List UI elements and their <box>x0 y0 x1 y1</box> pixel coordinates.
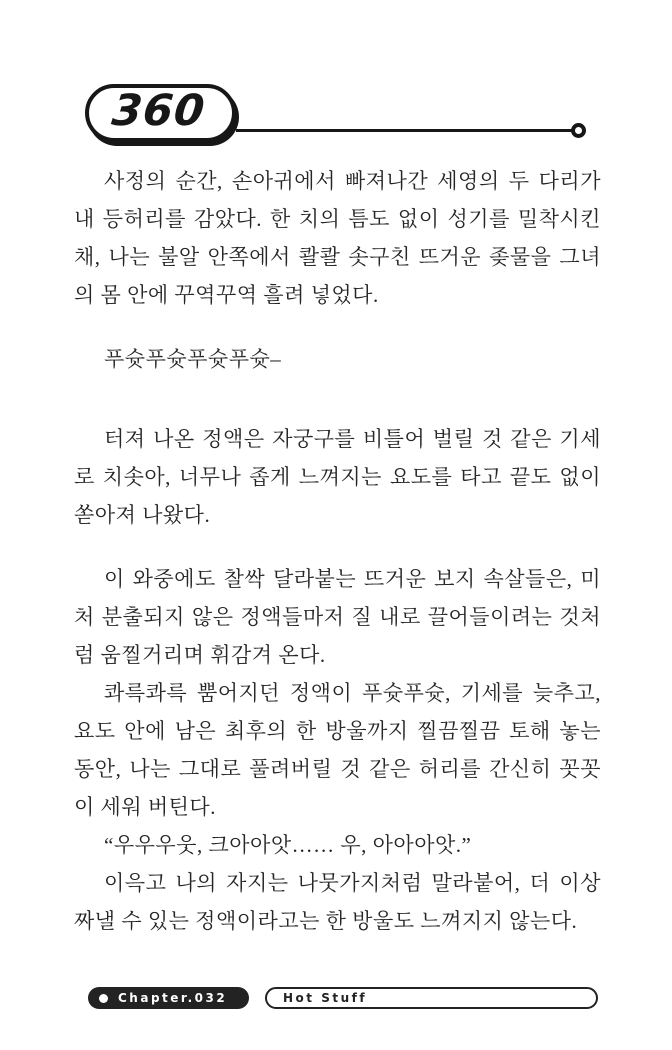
paragraph: 이 와중에도 찰싹 달라붙는 뜨거운 보지 속살들은, 미처 분출되지 않은 정액들마저 질 내로 끌어들이려는 것처럼 움찔거리며 휘감겨 온다. <box>74 567 601 667</box>
page-number: 360 <box>109 86 208 136</box>
book-title-label: Hot Stuff <box>283 991 368 1005</box>
line-end-ring-icon <box>571 123 586 138</box>
body-text <box>74 162 601 940</box>
page-footer <box>88 987 600 1011</box>
paragraph: 이윽고 나의 자지는 나뭇가지처럼 말라붙어, 더 이상 짜낼 수 있는 정액이라고는 한 방울도 느껴지지 않는다. <box>74 871 601 933</box>
paragraph: 콰륵콰륵 뿜어지던 정액이 푸슛푸슛, 기세를 늦추고, 요도 안에 남은 최후의 한 방울까지 찔끔찔끔 토해 놓는 동안, 나는 그대로 풀려버릴 것 같은 허리를 간신히 꼿꼿이 세워 버틴다. <box>74 681 601 819</box>
page-number-badge <box>85 84 236 142</box>
book-title-badge <box>265 987 598 1009</box>
bullet-dot-icon <box>99 994 108 1003</box>
paragraph: 사정의 순간, 손아귀에서 빠져나간 세영의 두 다리가 내 등허리를 감았다. 한 치의 틈도 없이 성기를 밀착시킨 채, 나는 불알 안쪽에서 콸콸 솟구친 뜨거운 좆물을 그녀의 몸 안에 꾸역꾸역 흘려 넣었다. <box>74 169 601 307</box>
dialogue-line: “우우우웃, 크아아앗…… 우, 아아아앗.” <box>104 833 472 857</box>
header-rule <box>236 129 576 132</box>
sound-effect-line: 푸슛푸슛푸슛푸슛– <box>104 347 282 371</box>
chapter-label: Chapter.032 <box>118 991 228 1005</box>
chapter-badge <box>88 987 249 1009</box>
paragraph: 터져 나온 정액은 자궁구를 비틀어 벌릴 것 같은 기세로 치솟아, 너무나 좁게 느껴지는 요도를 타고 끝도 없이 쏟아져 나왔다. <box>74 427 601 527</box>
